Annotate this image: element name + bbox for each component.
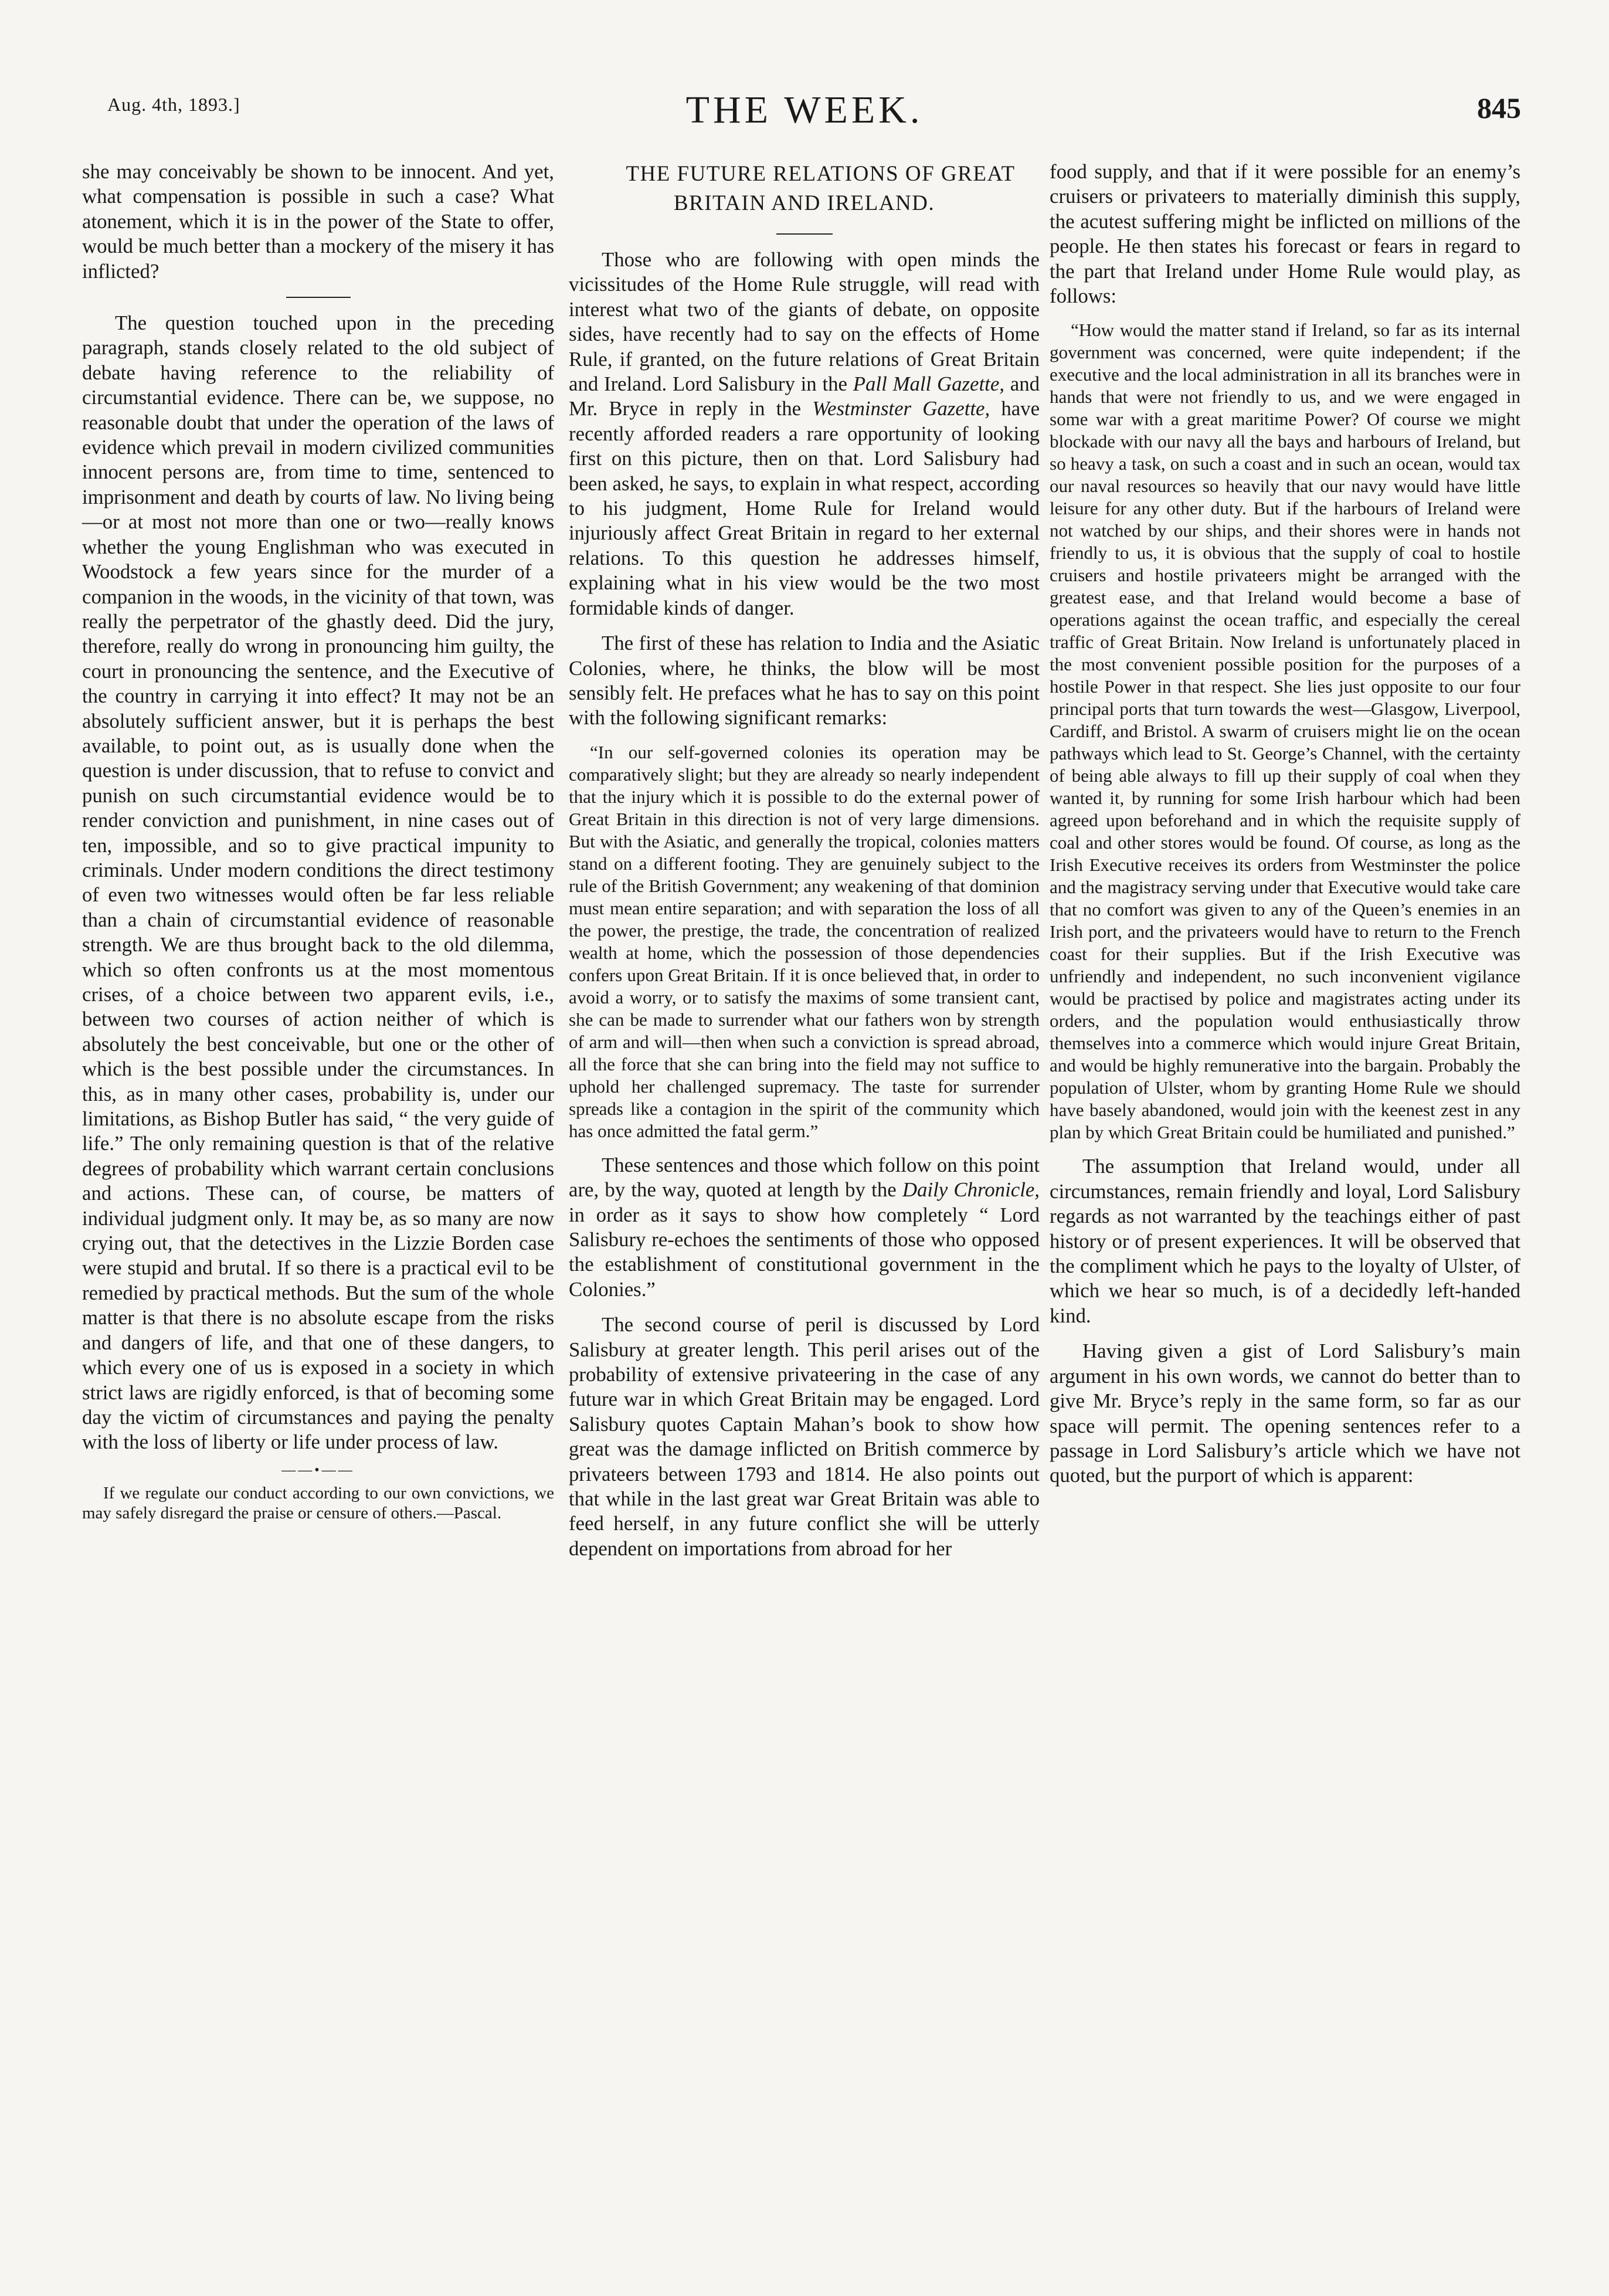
- article-title-line-1: THE FUTURE RELATIONS OF GREAT: [626, 162, 1016, 186]
- paragraph-evidence: The question touched upon in the preceding paragraph, stands closely related to the old subject of debate having reference to the reliability of circumstantial evidence. There can be, we suppose, no reasonable doubt that under the operation of the laws of evidence which prevail in modern civilized communities innocent persons are, from time to time, sentenced to imprisonment and death by courts of law. No living being—or at most not more than one or two—really knows whether the young Englishman who was executed in Woodstock a few years since for the murder of a companion in the woods, in the vicinity of that town, was really the perpetrator of the ghastly deed. Did the jury, therefore, really do wrong in pronouncing him guilty, the court in pronouncing the sentence, and the Executive of the country in carrying it into effect? It may not be an absolutely sufficient answer, but it is perhaps the best available, to point out, as is usually done when the question is under discussion, that to refuse to convict and punish on such circumstantial evidence would be to render conviction and punishment, in nine cases out of ten, impossible, and so to give practical impunity to criminals. Under modern conditions the direct testimony of even two witnesses would often be far less reliable than a chain of circumstantial evidence of reasonable strength. We are thus brought back to the old dilemma, which so often confronts us at the most momentous crises, of a choice between two apparent evils, i.e., between two courses of action neither of which is absolutely the best conceivable, but one or the other of which is the best possible under the circumstances. In this, as in many other cases, probability is, under our limitations, as Bishop Butler has said, “ the very guide of life.” The only remaining question is that of the relative degrees of probability which warrant certain conclusions and actions. These can, of course, be matters of individual judgment only. It may be, as so many are now crying out, that the detectives in the Lizzie Borden case were stupid and brutal. If so there is a practical evil to be remedied by practical methods. But the sum of the whole matter is that there is no absolute escape from the risks and dangers of life, and that one of these dangers, to which every one of us is exposed in a society in which strict laws are rigidly enforced, is that of becoming some day the victim of circumstances and paying the penalty with the loss of liberty or life under process of law.: [82, 311, 554, 1454]
- section-divider: [286, 297, 351, 298]
- masthead-title: THE WEEK.: [685, 89, 924, 131]
- article-title: [569, 160, 1040, 218]
- article-paragraph-5: The assumption that Ireland would, under all circumstances, remain friendly and loyal, Lord Salisbury regards as not warranted by the teachings either of past history or of present experiences. It will be observed that the compliment which he pays to the loyalty of Ulster, of which we hear so much, is of a decidedly left-handed kind.: [1050, 1155, 1520, 1327]
- article-paragraph-4: The second course of peril is discussed by Lord Salisbury at greater length. This peril arises out of the probability of extensive privateering in the case of any future war in which Great Britain may be engaged. Lord Salisbury quotes Captain Mahan’s book to show how great was the damage inflicted on British commerce by privateers between 1793 and 1814. He also points out that while in the last great war Great Britain was able to feed herself, in any future conflict she will be utterly dependent on importations from abroad for her: [569, 1313, 1040, 1560]
- page-number: 845: [1477, 91, 1521, 124]
- publication-name: Pall Mall Gazette,: [853, 372, 1004, 396]
- paragraph-text: in order as it says to show how completely “ Lord Salisbury re-echoes the sentiments of those who opposed the establishment of constitutional government in the Colonies.”: [569, 1203, 1040, 1301]
- paragraph-text: Those who are following with open minds the vicissitudes of the Home Rule struggle, will read with interest what two of the giants of debate, on opposite sides, have recently had to say on the effects of Home Rule, if granted, on the future relations of Great Britain and Ireland. Lord Salisbury in the: [569, 248, 1040, 396]
- paragraph-text: and Mr. Bryce in reply in the: [569, 372, 1040, 420]
- publication-name: Daily Chronicle,: [902, 1178, 1040, 1202]
- article-paragraph-1: [569, 247, 1040, 620]
- title-rule: [776, 233, 833, 235]
- ornament-divider: ——•——: [281, 1462, 355, 1478]
- paragraph-continued: she may conceivably be shown to be innocent. And yet, what compensation is possible in such a case? What atonement, which it is in the power of the State to offer, would be much better than a mockery of the misery it has inflicted?: [82, 160, 554, 283]
- article-paragraph-2: The first of these has relation to India and the Asiatic Colonies, where, he thinks, the blow will be most sensibly felt. He prefaces what he has to say on this point with the following significant remarks:: [569, 632, 1040, 730]
- issue-date: Aug. 4th, 1893.]: [107, 94, 240, 115]
- column-middle: [569, 160, 1040, 1561]
- column-left: [82, 160, 554, 1523]
- paragraph-text: These sentences and those which follow on this point are, by the way, quoted at length by the: [569, 1153, 1040, 1202]
- article-paragraph-6: Having given a gist of Lord Salisbury’s main argument in his own words, we cannot do better than to give Mr. Bryce’s reply in the same form, so far as our space will permit. The opening sentences refer to a passage in Lord Salisbury’s article which we have not quoted, but the purport of which is apparent:: [1050, 1339, 1520, 1487]
- column-right: [1050, 160, 1520, 1488]
- article-title-line-2: BRITAIN AND IRELAND.: [673, 191, 935, 215]
- salisbury-quote-colonies: “In our self-governed colonies its operation may be comparatively slight; but they are already so nearly independent that the injury which it is possible to do the external power of Great Britain in this direction is not of very large dimensions. But with the Asiatic, and generally the tropical, colonies matters stand on a different footing. They are genuinely subject to the rule of the British Government; any weakening of that dominion must mean entire separation; and with separation the loss of all the power, the prestige, the trade, the concentration of realized wealth at home, which the possession of those dependencies confers upon Great Britain. If it is once believed that, in order to avoid a worry, or to satisfy the maxims of some transient cant, she can be made to surrender what our fathers won by strength of arm and will—then when such a conviction is spread abroad, all the force that she can bring into the field may not suffice to uphold her challenged supremacy. The taste for surrender spreads like a contagion in the spirit of the community which has once admitted the fatal germ.”: [569, 741, 1040, 1141]
- article-paragraph-3: [569, 1153, 1040, 1302]
- epigraph-pascal: If we regulate our conduct according to our own convictions, we may safely disregard the praise or censure of others.—Pascal.: [82, 1483, 554, 1522]
- salisbury-quote-ireland: “How would the matter stand if Ireland, so far as its internal government was concerned, were quite independent; if the executive and the local administration in all its branches were in hands that were not friendly to us, and we were engaged in some war with a great maritime Power? Of course we might blockade with our navy all the bays and harbours of Ireland, but so heavy a task, on such a coast and in such an ocean, would tax our naval resources so heavily that our navy would have little leisure for any other duty. But if the harbours of Ireland were not watched by our ships, and their shores were in hands not friendly to us, it is obvious that the supply of coal to hostile cruisers and hostile privateers might be arranged with the greatest ease, and that Ireland would become a base of operations against the ocean traffic, and especially the cereal traffic of Great Britain. Now Ireland is unfortunately placed in the most convenient possible position for the purposes of a hostile Power in that respect. She lies just opposite to our four principal ports that turn towards the west—Glasgow, Liverpool, Cardiff, and Bristol. A swarm of cruisers might lie on the ocean pathways which lead to St. George’s Channel, with the certainty of being able always to fill up their supply of coal when they wanted it, by running for some Irish harbour which had been agreed upon beforehand and in which the requisite supply of coal and other stores would be found. Of course, as long as the Irish Executive receives its orders from Westminster the police and the magistracy serving under that Executive would take care that no comfort was given to any of the Queen’s enemies in an Irish port, and the privateers would have to return to the French coast for their supplies. But if the Irish Executive was unfriendly and independent, no such inconvenient vigilance would be practised by police and magistrates acting under its orders, and the population would enthusiastically throw themselves into a commerce which would injure Great Britain, and would be highly remunerative into the bargain. Probably the population of Ulster, whom by granting Home Rule we should have basely abandoned, would join with the keenest zest in any plan by which Great Britain could be humiliated and punished.”: [1050, 320, 1520, 1143]
- paragraph-text: have recently afforded readers a rare opportunity of looking first on this picture, then on that. Lord Salisbury had been asked, he says, to explain in what respect, according to his judgment, Home Rule for Ireland would injuriously affect Great Britain in regard to her external relations. To this question he addresses himself, explaining what in his view would be the two most formidable kinds of danger.: [569, 397, 1040, 619]
- publication-name: Westminster Gazette,: [812, 397, 990, 420]
- paragraph-continued: food supply, and that if it were possible for an enemy’s cruisers or privateers to materially diminish this supply, the acutest suffering might be inflicted on millions of the people. He then states his forecast or fears in regard to the part that Ireland under Home Rule would play, as follows:: [1050, 160, 1520, 308]
